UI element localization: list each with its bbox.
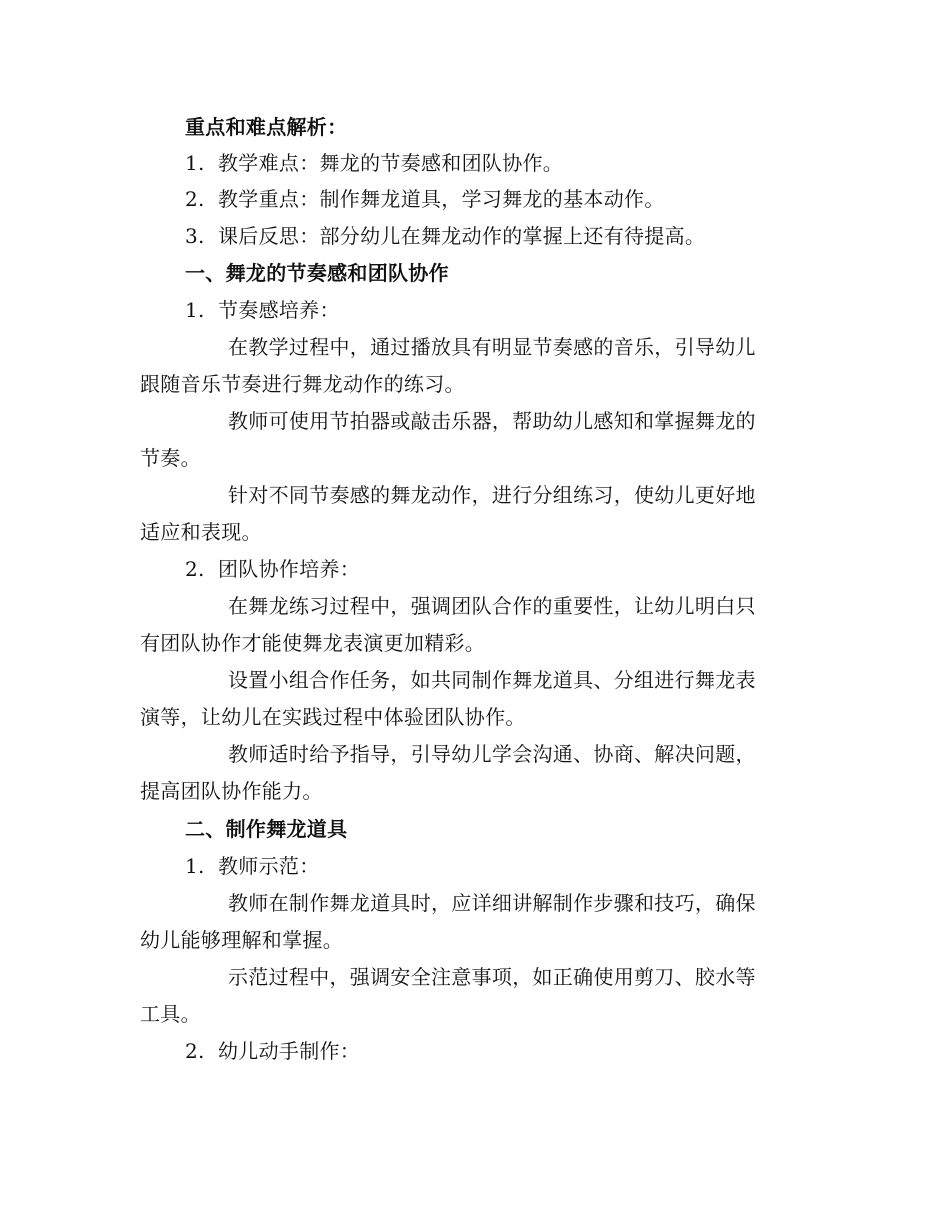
part1-sub2-title: 团队协作培养： [218, 557, 361, 581]
part1-sub2-p3-line2: 提高团队协作能力。 [140, 779, 323, 803]
part2-heading: 二、制作舞龙道具 [185, 817, 348, 841]
part1-sub1-p3-line2: 适应和表现。 [140, 520, 262, 544]
part1-heading: 一、舞龙的节奏感和团队协作 [185, 261, 449, 285]
part1-sub1-p1-line2: 跟随音乐节奏进行舞龙动作的练习。 [140, 372, 465, 396]
summary-item-1-text: 教学难点：舞龙的节奏感和团队协作。 [218, 151, 564, 175]
part1-sub2-p2-line1: 设置小组合作任务，如共同制作舞龙道具、分组进行舞龙表 [228, 668, 756, 692]
part2-sub2-number: 2. [185, 1039, 205, 1063]
part1-sub2-p3-line1: 教师适时给予指导，引导幼儿学会沟通、协商、解决问题， [228, 742, 756, 766]
part1-sub2-p2-line2: 演等，让幼儿在实践过程中体验团队协作。 [140, 705, 526, 729]
summary-item-3-number: 3. [185, 224, 205, 248]
section-heading: 重点和难点解析： [185, 115, 348, 139]
part1-sub2-p1-line1: 在舞龙练习过程中，强调团队合作的重要性，让幼儿明白只 [228, 594, 756, 618]
summary-item-2-text: 教学重点：制作舞龙道具，学习舞龙的基本动作。 [218, 187, 665, 211]
summary-item-1 [185, 151, 563, 175]
part1-sub1-p1-line1: 在教学过程中，通过播放具有明显节奏感的音乐，引导幼儿 [228, 335, 756, 359]
part1-sub1-number: 1. [185, 298, 205, 322]
summary-item-2 [185, 187, 665, 211]
part2-sub1-p2-line2: 工具。 [140, 1002, 201, 1026]
part2-sub2-heading [185, 1039, 360, 1063]
part1-sub1-p3-line1: 针对不同节奏感的舞龙动作，进行分组练习，使幼儿更好地 [228, 483, 756, 507]
part2-sub1-p1-line1: 教师在制作舞龙道具时，应详细讲解制作步骤和技巧，确保 [228, 891, 756, 915]
part1-sub1-p2-line1: 教师可使用节拍器或敲击乐器，帮助幼儿感知和掌握舞龙的 [228, 409, 756, 433]
part1-sub1-heading [185, 298, 340, 322]
part1-sub2-p1-line2: 有团队协作才能使舞龙表演更加精彩。 [140, 631, 486, 655]
part2-sub2-title: 幼儿动手制作： [218, 1039, 361, 1063]
part2-sub1-number: 1. [185, 854, 205, 878]
part1-sub2-heading [185, 557, 360, 581]
summary-item-2-number: 2. [185, 187, 205, 211]
part2-sub1-p2-line1: 示范过程中，强调安全注意事项，如正确使用剪刀、胶水等 [228, 965, 756, 989]
summary-item-1-number: 1. [185, 151, 205, 175]
summary-item-3-text: 课后反思：部分幼儿在舞龙动作的掌握上还有待提高。 [218, 224, 706, 248]
part2-sub1-title: 教师示范： [218, 854, 320, 878]
part1-sub1-title: 节奏感培养： [218, 298, 340, 322]
part2-sub1-p1-line2: 幼儿能够理解和掌握。 [140, 928, 343, 952]
part1-sub2-number: 2. [185, 557, 205, 581]
part1-sub1-p2-line2: 节奏。 [140, 446, 201, 470]
part2-sub1-heading [185, 854, 320, 878]
summary-item-3 [185, 224, 705, 248]
